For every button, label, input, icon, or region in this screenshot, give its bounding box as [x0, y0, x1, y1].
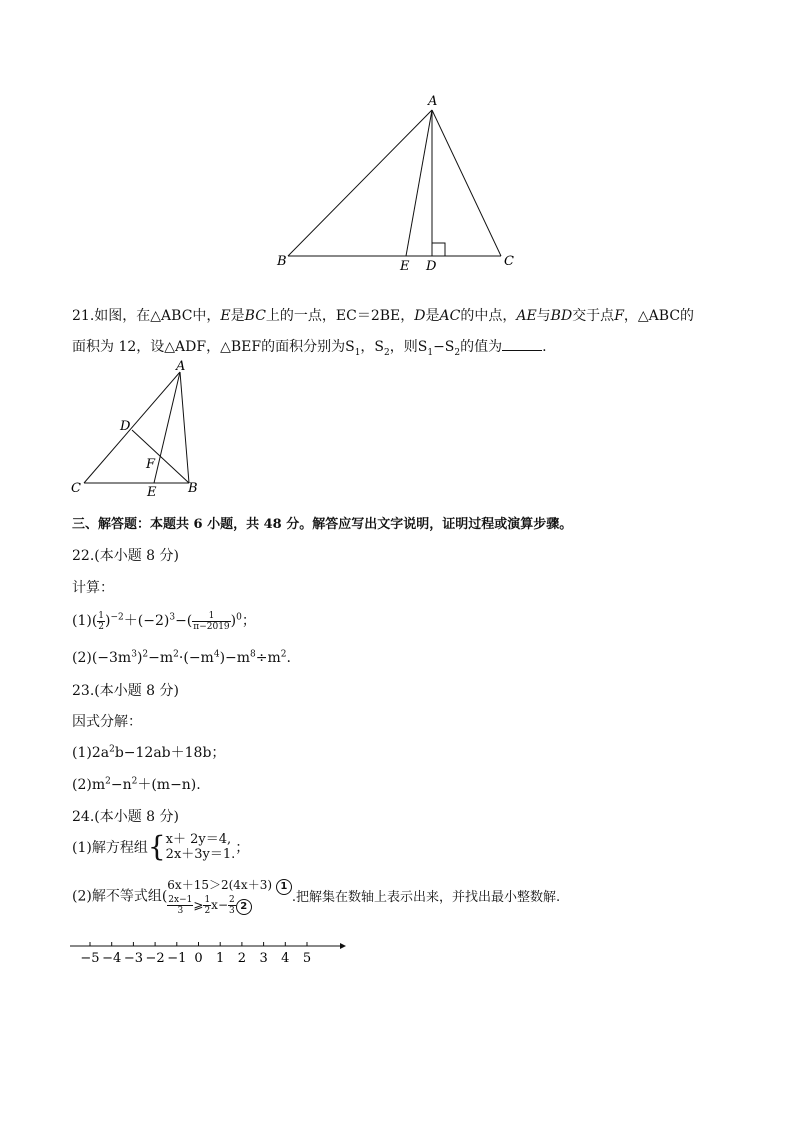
label-d: D [426, 259, 437, 274]
label-d: D [120, 419, 131, 434]
arrow-head [340, 943, 346, 949]
q24-title: 24.(本小题 8 分) [72, 809, 179, 825]
label-f: F [146, 457, 156, 472]
segment-bd [132, 430, 189, 483]
tick-label: −1 [167, 951, 187, 966]
label-c: C [71, 481, 81, 496]
figure-triangle-altitude [270, 90, 530, 275]
tick-label: −2 [145, 951, 165, 966]
q21-line2: 面积为 12，设△ADF，△BEF的面积分别为$S_1$，$S_2$，则$S_1-S_2$的值为 . [72, 339, 547, 358]
tick-label: 1 [216, 951, 225, 966]
tick-label: −5 [80, 951, 100, 966]
segment-ac [432, 110, 501, 256]
tick-label: 3 [259, 951, 268, 966]
label-c: C [504, 254, 514, 269]
segment-ae [154, 372, 180, 483]
tick-label: −4 [102, 951, 122, 966]
answer-blank[interactable] [502, 338, 542, 351]
q23-title: 23.(本小题 8 分) [72, 683, 179, 699]
label-e: E [147, 485, 157, 500]
segment-ab [180, 372, 189, 483]
q22-part2: $(2)(-3m^3)^2-m^2\cdot(-m^4)-m^8\div m^2$. [72, 649, 291, 666]
figure-triangle-cevians [66, 360, 216, 500]
label-b: B [277, 254, 287, 269]
q23-part1: $(1)2a^2b-12ab+18b$； [72, 744, 226, 761]
tick-label: 4 [281, 951, 290, 966]
tick-label: 0 [194, 951, 203, 966]
label-b: B [188, 481, 198, 496]
right-angle-mark [432, 243, 445, 256]
tick-label: 2 [237, 951, 247, 966]
q24-part2: (2)解不等式组( 6x＋15＞2(4x＋3) 1 $\frac{2x-1}{3}$ ⩾ $\frac{1}{2}$ x− $\frac{2}{3}$ 2 .把解集在数轴上表示出来，并找出最小整数解. [72, 878, 561, 916]
q21-line1: 21.如图，在△ABC中，E是BC上的一点，EC＝2BE，D是AC的中点，AE与BD交于点F，△ABC的 [72, 308, 695, 324]
q24-part1: (1)解方程组{ x＋ 2y＝4, 2x＋3y＝1. ； [72, 830, 250, 863]
tick-label: −3 [123, 951, 143, 966]
q22-part1: (1)( $\frac{1}{2}$ )$^{-2}+(-2)^3-$( $\frac{1}{\pi-2019}$ )$^0$； [72, 610, 256, 632]
section-heading: 三、解答题：本题共 6 小题，共 48 分。解答应写出文字说明，证明过程或演算步骤。 [72, 517, 573, 532]
q23-intro: 因式分解： [72, 714, 142, 730]
label-a: A [176, 360, 186, 374]
label-a: A [428, 94, 438, 109]
number-line [68, 936, 348, 968]
segment-ca [84, 372, 180, 483]
q22-intro: 计算： [72, 580, 114, 596]
tick-label: 5 [302, 951, 312, 966]
q23-part2: $(2)m^2-n^2+(m-n)$. [72, 776, 201, 793]
q22-title: 22.(本小题 8 分) [72, 548, 179, 564]
label-e: E [400, 259, 410, 274]
